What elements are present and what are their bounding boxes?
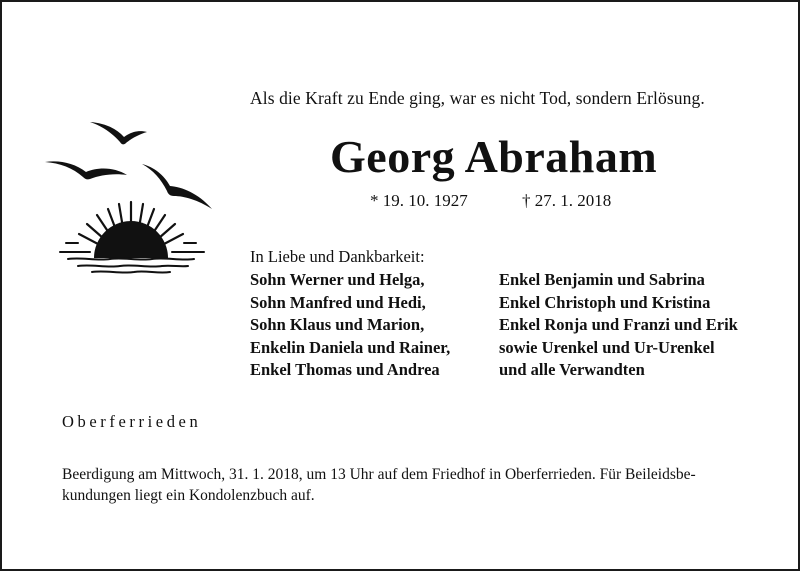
list-item: Enkel Benjamin und Sabrina [499,270,705,289]
mourners-intro: In Liebe und Dankbarkeit: [250,247,425,266]
birth-date: * 19. 10. 1927 [370,191,468,210]
birds-over-sunset-icon [42,112,222,277]
bird-icon [142,164,212,209]
list-item: Enkel Thomas und Andrea [250,360,440,379]
list-item: Sohn Manfred und Hedi, [250,292,426,312]
mourners-list-right [499,269,738,382]
bird-icon [90,122,147,144]
death-date: † 27. 1. 2018 [522,191,612,210]
mourners-list-left [250,269,450,382]
funeral-notice-line: kundungen liegt ein Kondolenzbuch auf. [62,487,315,504]
deceased-name: Georg Abraham [330,131,658,182]
list-item: Sohn Werner und Helga, [250,270,425,289]
list-item: Enkelin Daniela und Rainer, [250,337,451,357]
list-item: und alle Verwandten [499,360,645,379]
place-name: Oberferrieden [62,412,202,431]
list-item: Enkel Christoph und Kristina [499,292,711,312]
bird-icon [45,161,127,179]
list-item: sowie Urenkel und Ur-Urenkel [499,337,715,357]
list-item: Enkel Ronja und Franzi und Erik [499,315,738,334]
funeral-notice-line: Beerdigung am Mittwoch, 31. 1. 2018, um 13 Uhr auf dem Friedhof in Oberferrieden. Für Beileidsbe- [62,466,696,483]
list-item: Sohn Klaus und Marion, [250,315,425,334]
funeral-notice [62,464,752,506]
epitaph-quote: Als die Kraft zu Ende ging, war es nicht Tod, sondern Erlösung. [250,88,705,108]
